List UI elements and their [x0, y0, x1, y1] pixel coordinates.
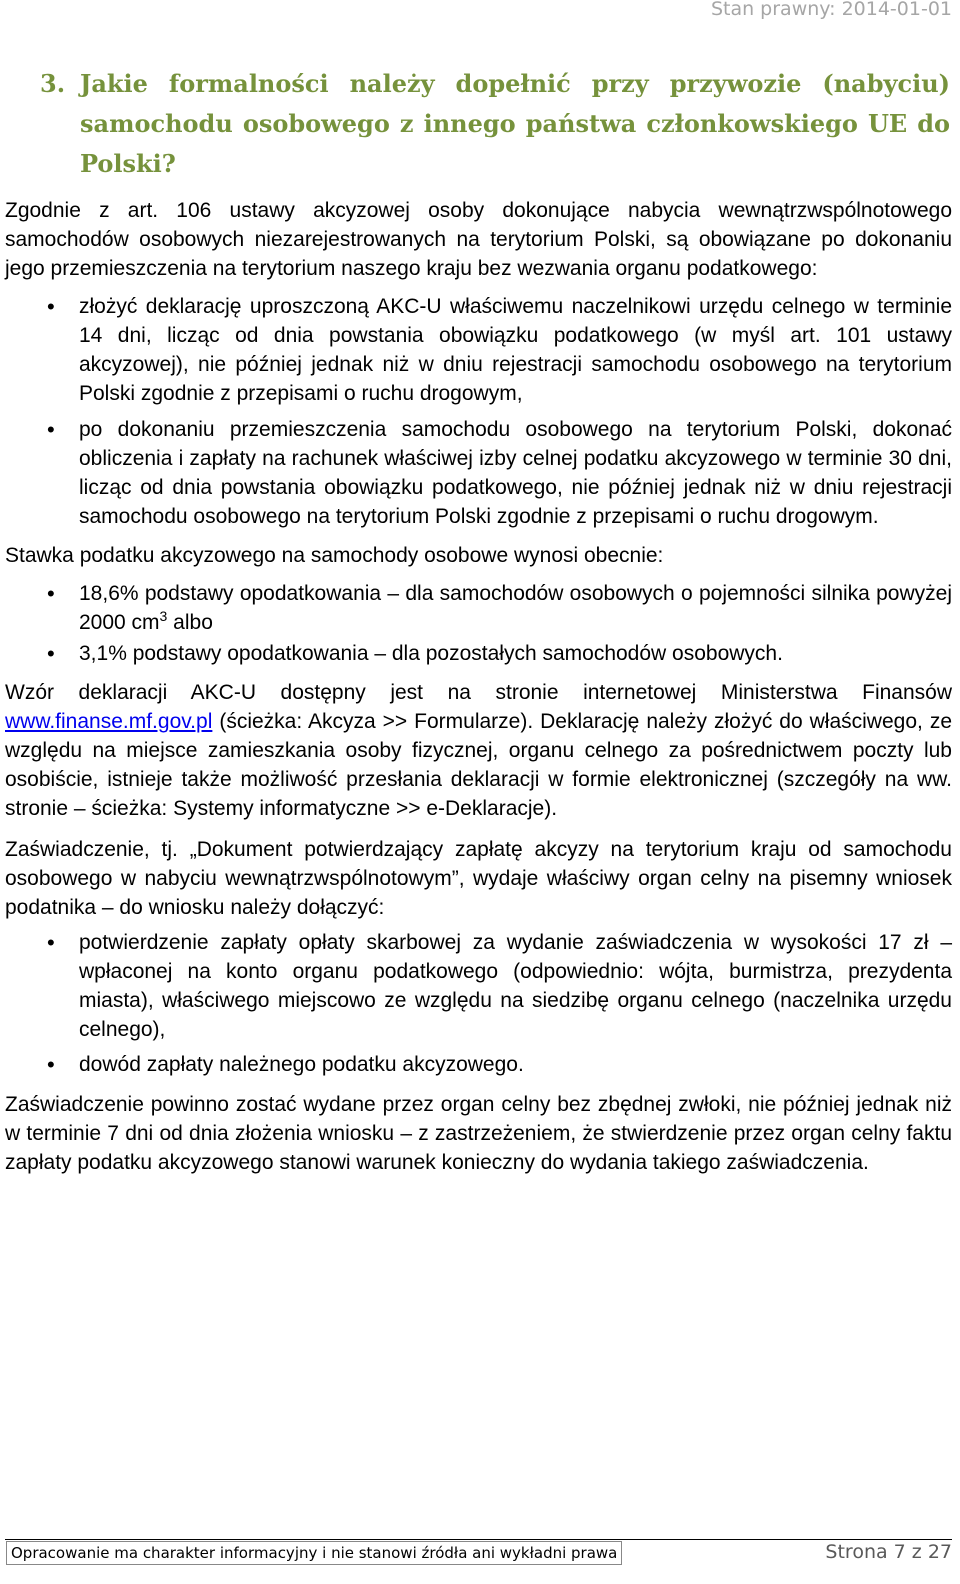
rates-intro: Stawka podatku akcyzowego na samochody osobowe wynosi obecnie: [5, 544, 664, 567]
document-body [5, 196, 952, 1177]
list-item [5, 579, 952, 637]
legal-status-date: Stan prawny: 2014-01-01 [710, 0, 952, 20]
form-paragraph [5, 678, 952, 823]
certificate-intro: Zaświadczenie, tj. „Dokument potwierdzający zapłatę akcyzy na terytorium kraju od samochodu osobowego w nabyciu wewnątrzwspólnotowym”, wydaje właściwy organ celny na pisemny wniosek podatnika – do wniosku należy dołączyć: [5, 838, 952, 919]
intro-paragraph: Zgodnie z art. 106 ustawy akcyzowej osoby dokonujące nabycia wewnątrzwspólnotowego samochodów osobowych niezarejestrowanych na terytorium Polski, są obowiązane po dokonaniu jego przemieszczenia na terytorium naszego kraju bez wezwania organu podatkowego: [5, 199, 952, 280]
obligations-list [5, 292, 952, 531]
footer-divider [5, 1539, 952, 1540]
list-item: • dowód zapłaty należnego podatku akcyzowego. [5, 1050, 952, 1079]
rates-list [5, 579, 952, 668]
section-title: Jakie formalności należy dopełnić przy przywozie (nabyciu) samochodu osobowego z innego państwa członkowskiego UE do Polski? [80, 69, 950, 178]
footer-disclaimer: Opracowanie ma charakter informacyjny i nie stanowi źródła ani wykładni prawa [6, 1541, 622, 1565]
closing-paragraph: Zaświadczenie powinno zostać wydane przez organ celny bez zbędnej zwłoki, nie później jednak niż w terminie 7 dni od dnia złożenia wniosku – z zastrzeżeniem, że stwierdzenie przez organ celny faktu zapłaty podatku akcyzowego stanowi warunek konieczny do wydania takiego zaświadczenia. [5, 1093, 952, 1174]
list-item: • potwierdzenie zapłaty opłaty skarbowej za wydanie zaświadczenia w wysokości 17 zł – wpłaconej na konto organu podatkowego (odpowiednio: wójta, burmistrza, prezydenta miasta), właściwego miejscowo ze względu na siedzibę organu celnego (naczelnika urzędu celnego), [5, 928, 952, 1044]
page-number: Strona 7 z 27 [825, 1541, 952, 1563]
finance-ministry-link[interactable]: www.finanse.mf.gov.pl [5, 710, 213, 733]
list-item: • 3,1% podstawy opodatkowania – dla pozostałych samochodów osobowych. [5, 639, 952, 668]
section-heading [40, 64, 950, 184]
form-text-rest: (ścieżka: Akcyza >> Formularze). Deklarację należy złożyć do właściwego, ze względu na miejsce zamieszkania osoby fizycznej, organu celnego za pośrednictwem poczty lub osobiście, istnieje także możliwość przesłania deklaracji w formie elektronicznej (szczegóły na ww. stronie – ścieżka: Systemy informatyczne >> e-Deklaracje). [5, 710, 952, 820]
rate-suffix: albo [167, 611, 213, 634]
list-item: • po dokonaniu przemieszczenia samochodu osobowego na terytorium Polski, dokonać obliczenia i zapłaty na rachunek właściwej izby celnej podatku akcyzowego w terminie 30 dni, licząc od dnia powstania obowiązku podatkowego, nie później jednak niż w dniu rejestracji samochodu osobowego na terytorium Polski zgodnie z przepisami o ruchu drogowym. [5, 415, 952, 531]
attachments-list [5, 928, 952, 1079]
list-item: • złożyć deklarację uproszczoną AKC-U właściwemu naczelnikowi urzędu celnego w terminie 14 dni, licząc od dnia powstania obowiązku podatkowego (w myśl art. 101 ustawy akcyzowej), nie później jednak niż w dniu rejestracji samochodu osobowego na terytorium Polski zgodnie z przepisami o ruchu drogowym, [5, 292, 952, 408]
rate-text: 18,6% podstawy opodatkowania – dla samochodów osobowych o pojemności silnika powyżej 2000 cm [79, 582, 952, 634]
page-footer [0, 1539, 960, 1579]
rate-superscript: 3 [159, 608, 168, 624]
section-number: 3. [40, 69, 66, 98]
form-text: Wzór deklaracji AKC-U dostępny jest na stronie internetowej Ministerstwa Finansów [5, 681, 952, 704]
